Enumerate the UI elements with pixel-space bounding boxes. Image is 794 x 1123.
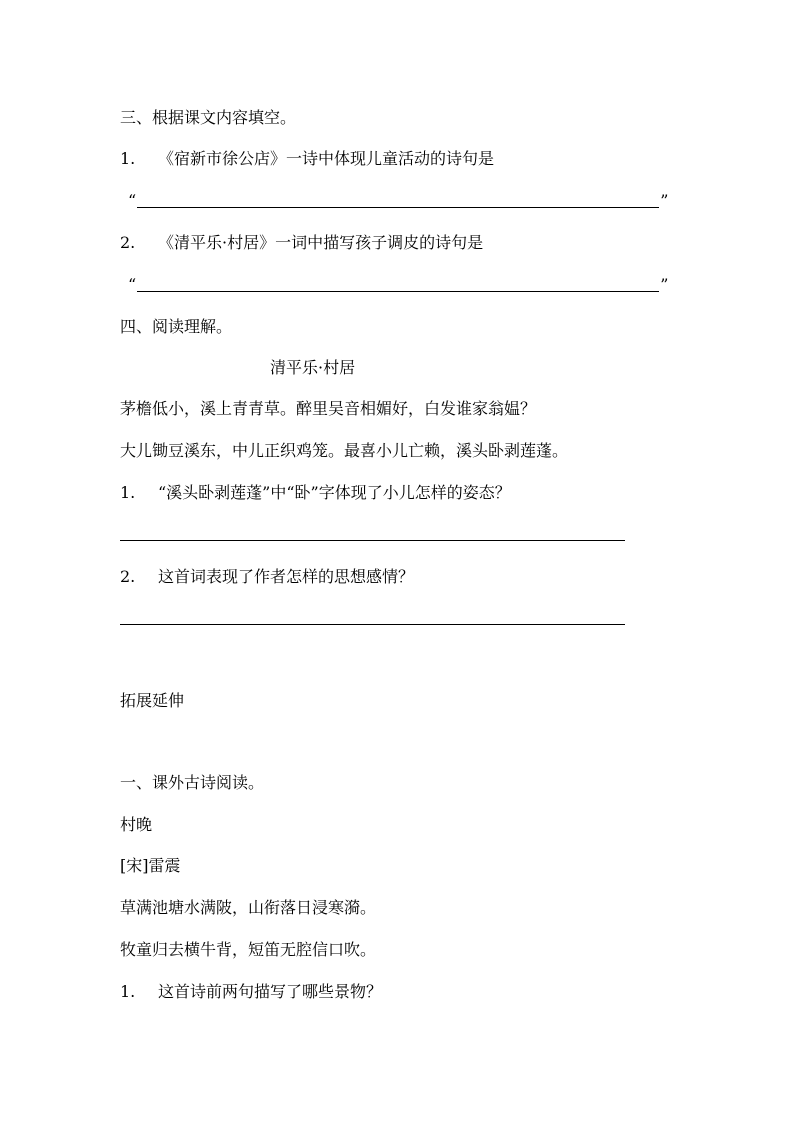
poem-title: 村晚 xyxy=(120,815,153,834)
open-quote: “ xyxy=(128,275,137,294)
extension-heading: 拓展延伸 xyxy=(120,691,185,710)
section4-heading: 四、阅读理解。 xyxy=(120,317,233,336)
question-number: 2. xyxy=(120,567,136,586)
question-text: 《清平乐·村居》一词中描写孩子调皮的诗句是 xyxy=(158,233,484,252)
close-quote: ” xyxy=(660,191,669,210)
poem-author: [宋]雷震 xyxy=(120,856,181,875)
section3-question-2 xyxy=(120,232,483,254)
section4-question-2 xyxy=(120,566,414,588)
question-text: 这首诗前两句描写了哪些景物？ xyxy=(158,982,383,1001)
answer-blank[interactable] xyxy=(137,279,659,292)
poem-title: 清平乐·村居 xyxy=(270,358,356,377)
poem-line-2: 大儿锄豆溪东，中儿正织鸡笼。最喜小儿亡赖，溪头卧剥莲蓬。 xyxy=(120,441,569,460)
question-number: 1. xyxy=(120,982,136,1001)
question-text: 《宿新市徐公店》一诗中体现儿童活动的诗句是 xyxy=(158,149,495,168)
section4-question-1 xyxy=(120,482,511,504)
question-number: 1. xyxy=(120,149,136,168)
section3-answer-1[interactable] xyxy=(128,190,668,212)
question-number: 2. xyxy=(120,233,136,252)
answer-blank[interactable] xyxy=(137,195,659,208)
question-text: 这首词表现了作者怎样的思想感情？ xyxy=(158,567,415,586)
question-text: “溪头卧剥莲蓬”中“卧”字体现了小儿怎样的姿态？ xyxy=(158,483,511,502)
answer-line-2[interactable] xyxy=(120,624,625,625)
section3-answer-2[interactable] xyxy=(128,274,668,296)
section1-heading: 一、课外古诗阅读。 xyxy=(120,773,265,792)
question-number: 1. xyxy=(120,483,136,502)
close-quote: ” xyxy=(660,275,669,294)
section1-question-1 xyxy=(120,981,382,1003)
poem-line-2: 牧童归去横牛背，短笛无腔信口吹。 xyxy=(120,940,377,959)
section3-heading: 三、根据课文内容填空。 xyxy=(120,108,297,127)
open-quote: “ xyxy=(128,191,137,210)
poem-line-1: 茅檐低小，溪上青青草。醉里吴音相媚好，白发谁家翁媪？ xyxy=(120,399,537,418)
section3-question-1 xyxy=(120,148,494,170)
answer-line-1[interactable] xyxy=(120,540,625,541)
poem-line-1: 草满池塘水满陂，山衔落日浸寒漪。 xyxy=(120,898,377,917)
